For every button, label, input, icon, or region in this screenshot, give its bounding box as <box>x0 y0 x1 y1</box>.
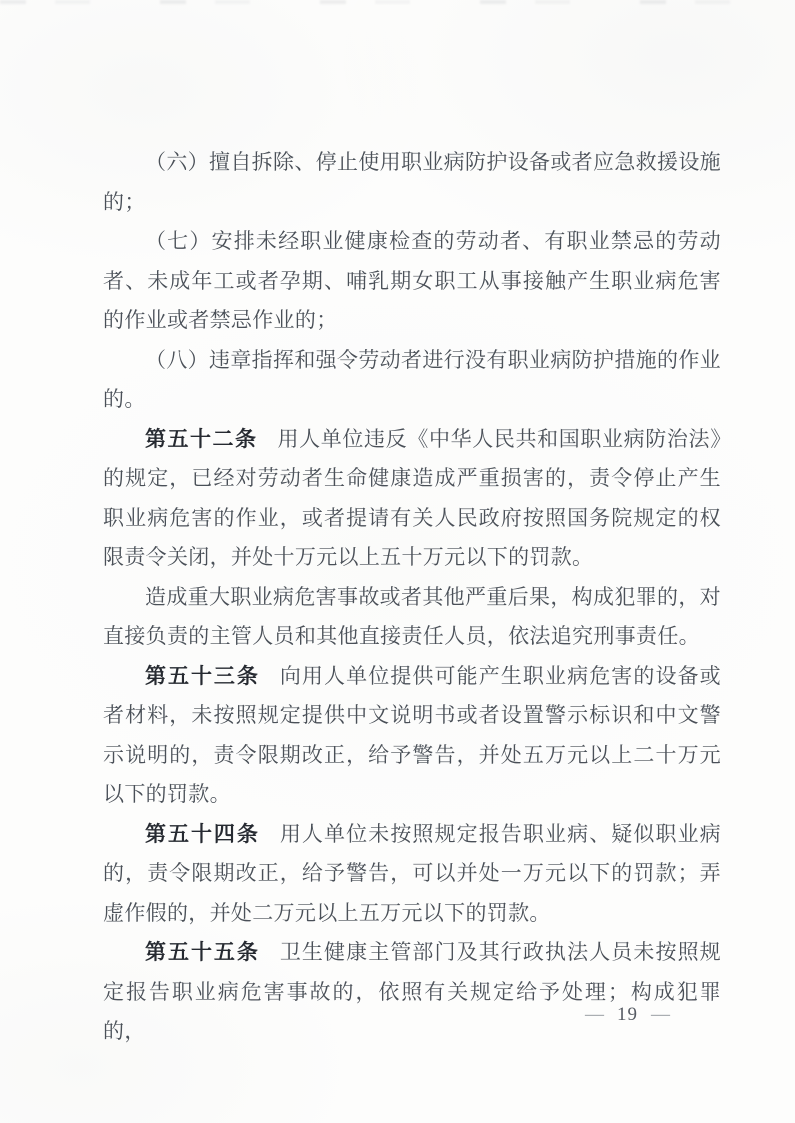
paragraph-text: 向用人单位提供可能产生职业病危害的设备或者材料，未按照规定提供中文说明书或者设置警示标识和中文警示说明的，责令限期改正，给予警告，并处五万元以上二十万元以下的罚款。 <box>103 663 721 806</box>
page-number: 19 <box>617 1004 638 1025</box>
article-number: 第五十五条 <box>145 940 260 964</box>
article-number: 第五十二条 <box>145 426 258 451</box>
legal-paragraph-article-55 <box>103 933 721 1052</box>
footer-dash-left: — <box>585 1006 604 1023</box>
legal-paragraph-article-53 <box>103 657 721 815</box>
legal-paragraph-item-6 <box>103 143 721 222</box>
paragraph-text: （七）安排未经职业健康检查的劳动者、有职业禁忌的劳动者、未成年工或者孕期、哺乳期女职工从事接触产生职业病危害的作业或者禁忌作业的； <box>103 229 721 332</box>
legal-paragraph-item-8 <box>103 341 721 420</box>
legal-paragraph-article-52-cont <box>103 578 721 657</box>
paragraph-text: 用人单位未按照规定报告职业病、疑似职业病的，责令限期改正，给予警告，可以并处一万元以下的罚款；弄虚作假的，并处二万元以上五万元以下的罚款。 <box>103 821 721 925</box>
paragraph-text: （八）违章指挥和强令劳动者进行没有职业病防护措施的作业的。 <box>103 347 721 411</box>
paragraph-text: 造成重大职业病危害事故或者其他严重后果，构成犯罪的，对直接负责的主管人员和其他直接责任人员，依法追究刑事责任。 <box>103 584 721 648</box>
paragraph-text: （六）擅自拆除、停止使用职业病防护设备或者应急救援设施的； <box>103 150 721 214</box>
document-body <box>103 143 721 1052</box>
footer-dash-right: — <box>651 1006 670 1023</box>
legal-paragraph-item-7 <box>103 222 721 341</box>
legal-paragraph-article-52 <box>103 420 721 578</box>
article-number: 第五十四条 <box>145 821 260 846</box>
paragraph-text: 卫生健康主管部门及其行政执法人员未按照规定报告职业病危害事故的，依照有关规定给予处理；构成犯罪的， <box>103 940 721 1043</box>
scan-artifact-texture <box>0 0 795 4</box>
article-number: 第五十三条 <box>145 663 260 688</box>
page-footer <box>560 1004 695 1026</box>
paragraph-text: 用人单位违反《中华人民共和国职业病防治法》的规定，已经对劳动者生命健康造成严重损害的，责令停止产生职业病危害的作业，或者提请有关人民政府按照国务院规定的权限责令关闭，并处十万元以上五十万元以下的罚款。 <box>103 426 722 569</box>
legal-paragraph-article-54 <box>103 815 721 934</box>
